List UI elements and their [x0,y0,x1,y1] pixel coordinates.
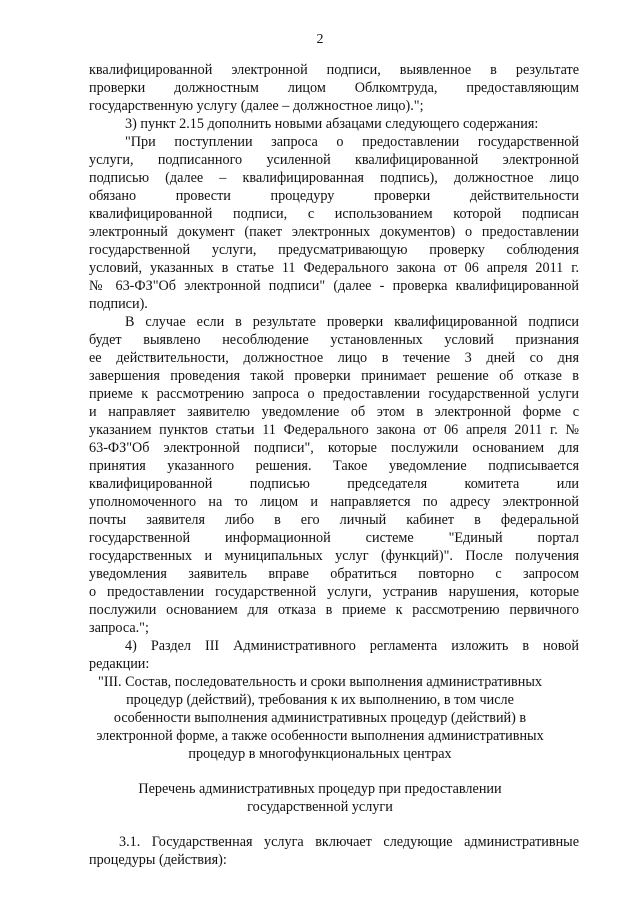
subtitle-line: государственной услуги [247,799,393,815]
text-line: электронный документ (пакет электронных документов) о предоставлении [89,224,579,240]
text-line: "При поступлении запроса о предоставлении государственной [125,134,579,150]
text-line: принятия указанного решения. Такое уведомление подписывается [89,458,579,474]
text-line: и направляет заявителю уведомление об этом в электронной форме с [89,404,579,420]
section-title-line: "III. Состав, последовательность и сроки выполнения административных [98,674,542,690]
text-line: о предоставлении государственной услуги, устранив нарушения, которые [89,584,579,600]
text-line: запроса."; [89,620,149,636]
text-line: почты заявителя либо в его личный кабинет в федеральной [89,512,579,528]
text-line: ее действительности, должностное лицо в течение 3 дней со дня [89,350,579,366]
text-line: послужили основанием для отказа в приеме к рассмотрению первичного [89,602,579,618]
section-title-line: особенности выполнения административных процедур (действий) в [113,710,527,726]
text-line: услуги, подписанного усиленной квалифицированной электронной [89,152,579,168]
text-line: государственной услуги, предусматривающую проверку соблюдения [89,242,579,258]
text-line: государственных и муниципальных услуг (функций)". После получения [89,548,579,564]
text-line: 3.1. Государственная услуга включает следующие административные [119,834,579,850]
text-line: редакции: [89,656,150,672]
text-line: государственную услугу (далее – должностное лицо)."; [89,98,424,114]
text-line: подписи). [89,296,148,312]
text-line: уполномоченного на то лицом и направляется по адресу электронной [89,494,579,510]
text-line: квалифицированной электронной подписи, выявленное в результате [89,62,579,78]
page-number: 2 [316,32,324,47]
text-line: 4) Раздел III Административного регламента изложить в новой [125,638,579,654]
text-line: уведомления заявитель вправе обратиться повторно с запросом [89,566,579,582]
text-line: процедуры (действия): [89,852,227,868]
section-title-line: процедур в многофункциональных центрах [188,746,452,762]
text-line: квалифицированной подписью председателя комитета или [89,476,579,492]
text-line: условий, указанных в статье 11 Федерального закона от 06 апреля 2011 г. [89,260,579,276]
text-line: квалифицированной подписи, с использованием которой подписан [89,206,579,222]
text-line: подписью (далее – квалифицированная подпись), должностное лицо [89,170,579,186]
text-line: приеме к рассмотрению запроса о предоставлении государственной услуги [89,386,579,402]
section-title-line: электронной форме, а также особенности выполнения административных [96,728,544,744]
subtitle-line: Перечень административных процедур при предоставлении [138,781,502,797]
text-line: будет выявлено несоблюдение установленных условий признания [89,332,579,348]
section-title-line: процедур (действий), требования к их выполнению, в том числе [126,692,514,708]
text-line: № 63-ФЗ"Об электронной подписи" (далее - проверка квалифицированной [89,278,579,294]
text-line: обязано провести процедуру проверки действительности [89,188,579,204]
text-line: 3) пункт 2.15 дополнить новыми абзацами следующего содержания: [125,116,539,132]
text-line: государственной информационной системе "Единый портал [89,530,579,546]
text-line: В случае если в результате проверки квалифицированной подписи [125,314,579,330]
text-line: проверки должностным лицом Облкомтруда, предоставляющим [89,80,579,96]
text-line: 63-ФЗ"Об электронной подписи", которые послужили основанием для [89,440,579,456]
text-line: завершения проведения такой проверки принимает решение об отказе в [89,368,579,384]
text-line: указанием пунктов статьи 11 Федерального закона от 06 апреля 2011 г. № [89,422,579,438]
